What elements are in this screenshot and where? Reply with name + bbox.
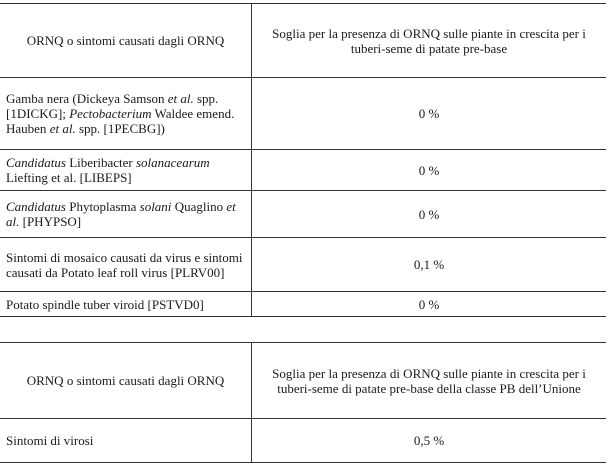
- table-row: [0, 418, 606, 462]
- organism-name: Sintomi di virosi: [6, 433, 94, 448]
- threshold-value: 0 %: [418, 162, 440, 178]
- organism-cell: [0, 419, 251, 462]
- header-ornq-label: ORNQ o sintomi causati dagli ORNQ: [26, 33, 225, 48]
- header-ornq-column: [0, 4, 251, 77]
- threshold-cell: [251, 150, 606, 190]
- threshold-cell: [251, 191, 606, 237]
- table-row: [0, 149, 606, 190]
- threshold-cell: [251, 78, 606, 149]
- threshold-value: 0 %: [418, 206, 440, 222]
- table-header-row: [0, 4, 606, 77]
- threshold-value: 0,1 %: [413, 257, 445, 272]
- organism-cell: [0, 238, 251, 291]
- organism-cell: [0, 292, 251, 316]
- threshold-cell: [251, 292, 606, 316]
- header-ornq-label: ORNQ o sintomi causati dagli ORNQ: [26, 373, 225, 388]
- ornq-threshold-table-pb-class: [0, 342, 606, 463]
- header-threshold-label: Soglia per la presenza di ORNQ sulle piante in crescita per i tuberi-seme di patate pre-base: [272, 25, 586, 56]
- threshold-value: 0 %: [418, 296, 440, 312]
- table-header-row: [0, 343, 606, 418]
- threshold-cell: [251, 238, 606, 291]
- organism-cell: [0, 78, 251, 149]
- threshold-value: 0 %: [418, 106, 440, 121]
- organism-name: Potato spindle tuber viroid [PSTVD0]: [6, 296, 204, 312]
- organism-cell: [0, 191, 251, 237]
- ornq-threshold-table-prebase: [0, 3, 606, 317]
- header-ornq-column: [0, 343, 251, 418]
- organism-name: Candidatus Liberibacter solanacearum Liefting et al. [LIBEPS]: [6, 155, 210, 185]
- organism-cell: [0, 150, 251, 190]
- organism-name: Candidatus Phytoplasma solani Quaglino et al. [PHYPSO]: [6, 199, 236, 229]
- header-threshold-label: Soglia per la presenza di ORNQ sulle piante in crescita per i tuberi-seme di patate pre-base della classe PB dell’Unione: [272, 365, 586, 396]
- organism-name: Gamba nera (Dickeya Samson et al. spp. [1DICKG]; Pectobacterium Waldee emend. Hauben et al. spp. [1PECBG]): [6, 91, 235, 136]
- threshold-cell: [251, 419, 606, 462]
- header-threshold-column: [251, 343, 606, 418]
- table-row: [0, 190, 606, 237]
- header-threshold-column: [251, 4, 606, 77]
- table-row: [0, 291, 606, 316]
- table-row: [0, 77, 606, 149]
- threshold-value: 0,5 %: [413, 433, 445, 448]
- table-row: [0, 237, 606, 291]
- organism-name: Sintomi di mosaico causati da virus e sintomi causati da Potato leaf roll virus [PLRV00]: [6, 249, 243, 280]
